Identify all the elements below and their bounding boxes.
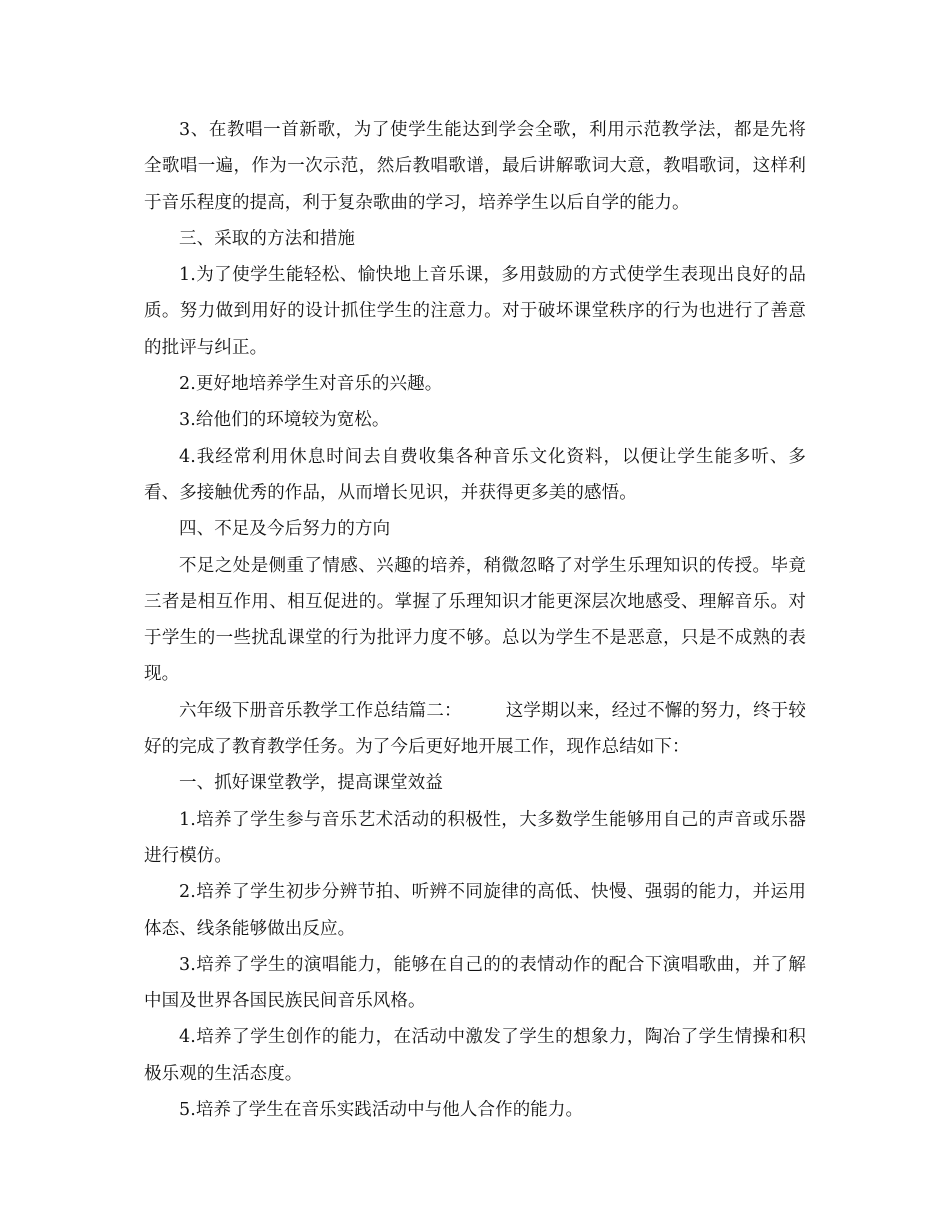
heading-classroom-teaching: 一、抓好课堂教学，提高课堂效益 xyxy=(179,773,443,794)
heading-shortcomings: 四、不足及今后努力的方向 xyxy=(179,519,391,540)
paragraph-measure-4: 4.我经常利用休息时间去自费收集各种音乐文化资料，以便让学生能多听、多看、多接触优秀的作品，从而增长见识，并获得更多美的感悟。 xyxy=(144,446,806,503)
paragraph-result-5: 5.培养了学生在音乐实践活动中与他人合作的能力。 xyxy=(179,1100,584,1121)
paragraph-measure-3: 3.给他们的环境较为宽松。 xyxy=(179,410,390,431)
paragraph-result-4: 4.培养了学生创作的能力，在活动中激发了学生的想象力，陶冶了学生情操和积极乐观的生活态度。 xyxy=(144,1027,806,1084)
paragraph-result-2: 2.培养了学生初步分辨节拍、听辨不同旋律的高低、快慢、强弱的能力，并运用体态、线条能够做出反应。 xyxy=(144,882,806,939)
section-two-intro-text: 这学期以来，经过不懈的努力，终于较好的完成了教育教学任务。为了今后更好地开展工作，现作总结如下： xyxy=(144,700,806,758)
section-two-heading: 六年级下册音乐教学工作总结篇二： xyxy=(179,700,462,721)
paragraph-result-1: 1.培养了学生参与音乐艺术活动的积极性，大多数学生能够用自己的声音或乐器进行模仿。 xyxy=(144,809,806,866)
paragraph-measure-1: 1.为了使学生能轻松、愉快地上音乐课，多用鼓励的方式使学生表现出良好的品质。努力做到用好的设计抓住学生的注意力。对于破坏课堂秩序的行为也进行了善意的批评与纠正。 xyxy=(144,265,806,358)
paragraph-teaching-method: 3、在教唱一首新歌，为了使学生能达到学会全歌，利用示范教学法，都是先将全歌唱一遍，作为一次示范，然后教唱歌谱，最后讲解歌词大意，教唱歌词，这样利于音乐程度的提高，利于复杂歌曲的学习，培养学生以后自学的能力。 xyxy=(144,120,806,213)
paragraph-section-two-intro xyxy=(144,693,806,766)
paragraph-shortcomings: 不足之处是侧重了情感、兴趣的培养，稍微忽略了对学生乐理知识的传授。毕竟三者是相互作用、相互促进的。掌握了乐理知识才能更深层次地感受、理解音乐。对于学生的一些扰乱课堂的行为批评力度不够。总以为学生不是恶意，只是不成熟的表现。 xyxy=(144,555,806,685)
heading-methods-measures: 三、采取的方法和措施 xyxy=(179,228,355,249)
document-body xyxy=(144,112,806,1128)
paragraph-result-3: 3.培养了学生的演唱能力，能够在自己的的表情动作的配合下演唱歌曲，并了解中国及世界各国民族民间音乐风格。 xyxy=(144,954,806,1012)
paragraph-measure-2: 2.更好地培养学生对音乐的兴趣。 xyxy=(179,374,443,395)
